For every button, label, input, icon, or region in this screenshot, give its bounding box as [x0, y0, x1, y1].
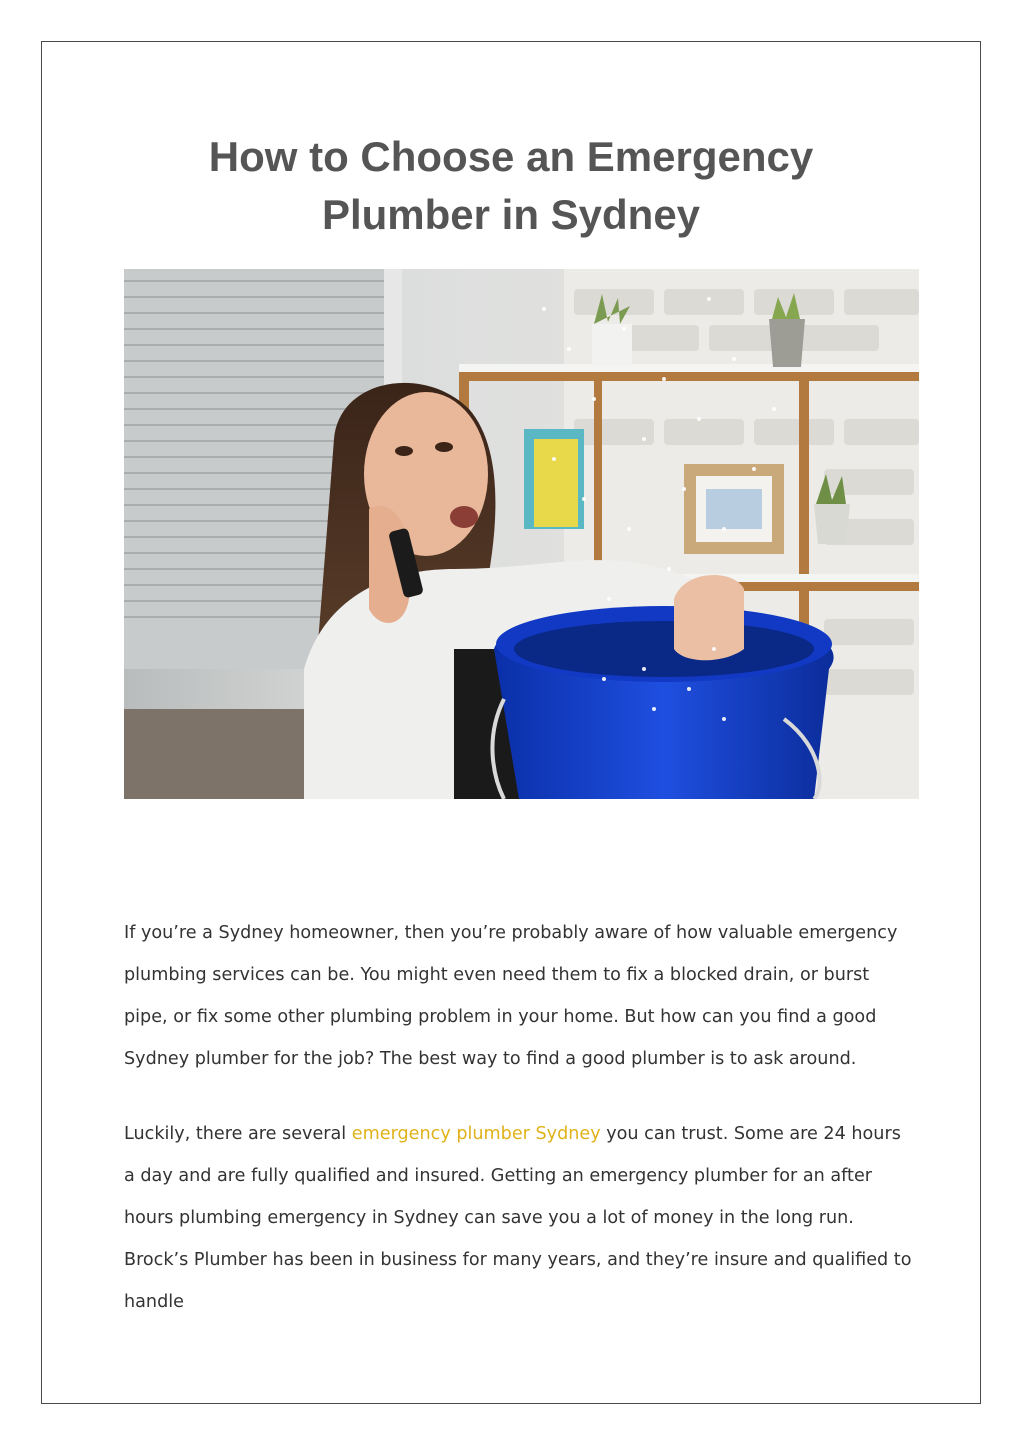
document-page	[41, 41, 981, 1404]
emergency-plumber-link[interactable]: emergency plumber Sydney	[351, 1124, 601, 1144]
article-body	[124, 912, 914, 1356]
paragraph-2-start: Luckily, there are several	[124, 1124, 352, 1144]
hero-photo	[124, 269, 919, 799]
paragraph-2	[124, 1113, 914, 1323]
page-title	[42, 128, 980, 244]
paragraph-1: If you’re a Sydney homeowner, then you’re probably aware of how valuable emergency plumbing services can be. You might even need them to fix a blocked drain, or burst pipe, or fix some other plumbing problem in your home. But how can you find a good Sydney plumber for the job? The best way to find a good plumber is to ask around.	[124, 923, 898, 1069]
title-line-2: Plumber in Sydney	[321, 191, 701, 238]
title-line-1: How to Choose an Emergency	[208, 133, 814, 180]
paragraph-2-end: you can trust. Some are 24 hours a day and are fully qualified and insured. Getting an emergency plumber for an after hours plumbing emergency in Sydney can save you a lot of money in the long run. Brock’s Plumber has been in business for many years, and they’re insure and qualified to handle	[124, 1124, 912, 1312]
